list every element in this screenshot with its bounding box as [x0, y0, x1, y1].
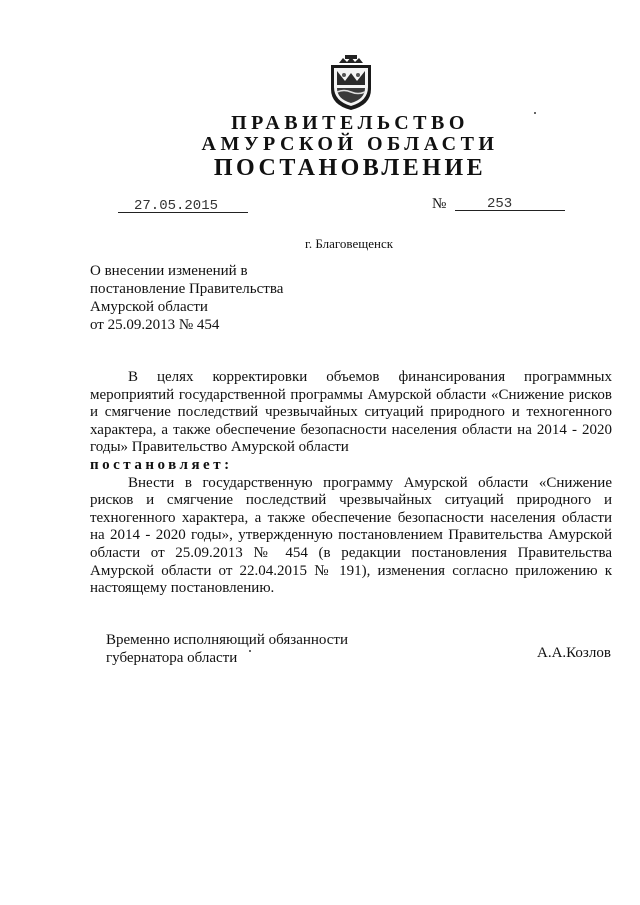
- subject-line: О внесении изменений в: [90, 263, 248, 279]
- preamble-paragraph: В целях корректировки объемов финансирования программных мероприятий государственной программы Амурской области «Снижение рисков и смягчение последствий чрезвычайных ситуаций природного и техногенного характера, а также обеспечение безопасности населения области на 2014 - 2020 годы» Правительство Амурской области: [90, 369, 612, 456]
- subject-line: Амурской области: [90, 299, 208, 315]
- decree-subject: [90, 262, 283, 334]
- scan-speck: [534, 112, 536, 114]
- number-underline: [455, 210, 565, 211]
- signatory-title: [106, 631, 348, 667]
- resolves-heading: постановляет:: [90, 456, 233, 473]
- document-type-title: ПОСТАНОВЛЕНИЕ: [213, 155, 487, 181]
- decree-body: [90, 369, 612, 598]
- government-title-line1: ПРАВИТЕЛЬСТВО: [231, 112, 469, 134]
- signatory-title-line: губернатора области: [106, 650, 238, 666]
- city-name: г. Благовещенск: [305, 236, 394, 251]
- resolution-item-paragraph: Внести в государственную программу Амурской области «Снижение рисков и смягчение последствий чрезвычайных ситуаций природного и техногенного характера, а также обеспечение безопасности населения области на 2014 - 2020 годы», утвержденную постановлением Правительства Амурской области от 25.09.2013 № 454 (в редакции постановления Правительства Амурской области от 22.04.2015 № 191), изменения согласно приложению к настоящему постановлению.: [90, 474, 612, 597]
- government-title-line2: АМУРСКОЙ ОБЛАСТИ: [201, 133, 499, 155]
- decree-date: 27.05.2015: [134, 198, 219, 214]
- coat-of-arms-emblem: [325, 55, 377, 111]
- date-underline: [118, 212, 248, 213]
- scan-speck: [249, 650, 251, 652]
- subject-line: от 25.09.2013 № 454: [90, 317, 220, 333]
- signatory-name: А.А.Козлов: [537, 645, 611, 661]
- signatory-title-line: Временно исполняющий обязанности: [106, 632, 349, 648]
- decree-number: 253: [487, 196, 513, 212]
- number-label: №: [432, 196, 447, 212]
- subject-line: постановление Правительства: [90, 281, 284, 297]
